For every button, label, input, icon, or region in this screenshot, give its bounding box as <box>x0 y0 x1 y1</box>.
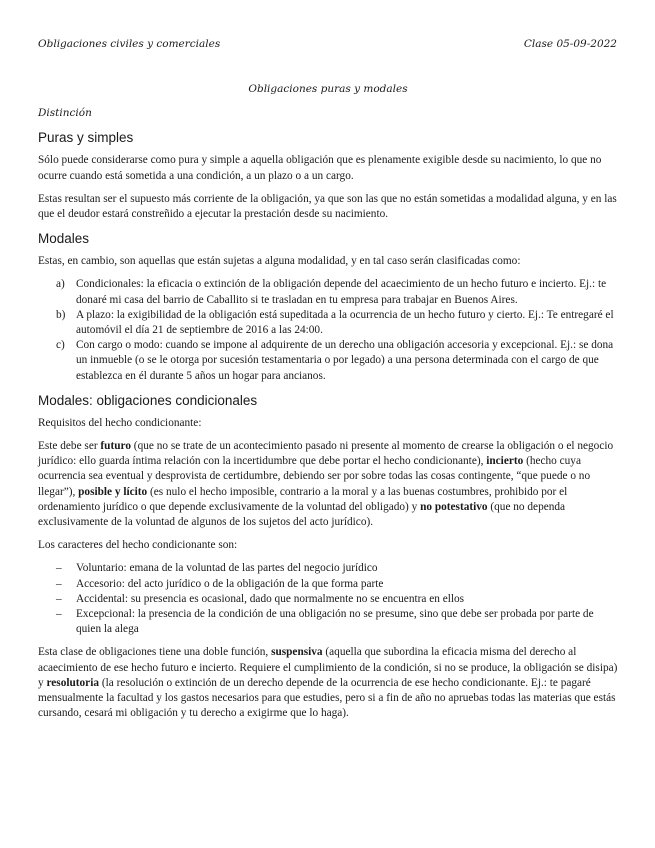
list-item <box>38 308 618 338</box>
paragraph-requisitos-detail <box>38 439 618 530</box>
list-item <box>38 561 618 576</box>
document-title: Obligaciones puras y modales <box>248 83 408 95</box>
header-date: Clase 05-09-2022 <box>523 38 617 50</box>
text-run: (aquella que subordina la eficacia misma del derecho al acaecimiento de ese hecho futuro e incierto. Requiere el cumplimiento de la condición, si no se produce, la obligación se disipa) y <box>38 646 618 689</box>
list-marker: – <box>56 577 62 590</box>
list-item <box>38 338 618 384</box>
text-run: (la resolución o extinción de un derecho depende de la ocurrencia de ese hecho condicionante. Ej.: te pagaré mensualmente la facultad y los gastos necesarios para que estudies, pero si a fin de año no apruebas todas las materias que estás cursando, cesará mi obligación y tu derecho a exigirme que lo haga). <box>38 676 616 720</box>
list-marker: – <box>56 592 62 605</box>
document-body <box>38 82 618 730</box>
heading-modales: Modales <box>38 231 90 247</box>
list-item-text: Excepcional: la presencia de la condición de una obligación no se presume, sino que debe ser probada por parte de quien la alega <box>76 608 594 636</box>
list-item-text: A plazo: la exigibilidad de la obligación está supeditada a la ocurrencia de un hecho futuro y cierto. Ej.: Te entregaré el automóvil el día 21 de septiembre de 2016 a las 24:00. <box>76 308 614 337</box>
list-item <box>38 277 618 307</box>
list-marker: – <box>56 562 62 575</box>
list-marker: – <box>56 608 62 621</box>
list-item-text: Voluntario: emana de la voluntad de las partes del negocio jurídico <box>76 562 378 575</box>
bold-term-posible-licito: posible y lícito <box>78 485 148 498</box>
text-run: (es nulo el hecho imposible, contrario a la moral y a las buenas costumbres, prohibido por el ordenamiento jurídico o que depende exclusivamente de la voluntad del obligado) y <box>38 485 568 513</box>
bold-term-resolutoria: resolutoria <box>46 676 99 689</box>
text-run: Esta clase de obligaciones tiene una doble función, <box>38 646 272 659</box>
bold-term-incierto: incierto <box>486 455 524 468</box>
list-item-text: Con cargo o modo: cuando se impone al adquirente de un derecho una obligación accesoria y excepcional. Ej.: se dona un inmueble (o se le otorga por sucesión testamentaria o por legado) a una persona determinada con el cargo de que establezca en él durante 5 años un hogar para ancianos. <box>76 339 614 382</box>
paragraph-requisitos: Requisitos del hecho condicionante: <box>38 416 202 429</box>
bold-term-futuro: futuro <box>100 440 131 453</box>
paragraph-puras-1: Sólo puede considerarse como pura y simple a aquella obligación que es plenamente exigible desde su nacimiento, lo que no ocurre cuando está sometida a una condición, a un plazo o a un cargo. <box>38 154 602 182</box>
bold-term-no-potestativo: no potestativo <box>420 500 488 513</box>
header-course: Obligaciones civiles y comerciales <box>38 38 221 50</box>
list-marker: b) <box>56 308 66 321</box>
list-item-text: Accidental: su presencia es ocasional, dado que normalmente no se encuentra en ellos <box>76 592 465 605</box>
list-marker: a) <box>56 278 65 291</box>
text-run: (que no se trate de un acontecimiento pasado ni presente al momento de crearse la obligación o el negocio jurídico: ello guarda íntima relación con la incertidumbre que debe portar el hecho condicionante), <box>38 440 614 468</box>
list-marker: c) <box>56 339 65 352</box>
subsection-distincion: Distinción <box>38 107 92 120</box>
list-item <box>38 592 618 607</box>
list-item-text: Condicionales: la eficacia o extinción de la obligación depende del acaecimiento de un hecho futuro e incierto. Ej.: te donaré mi casa del barrio de Caballito si te trasladan en tu empresa para trabajar en Buenos Aires. <box>76 278 607 306</box>
list-item <box>38 607 618 637</box>
paragraph-funcion <box>38 645 618 721</box>
paragraph-modales-intro: Estas, en cambio, son aquellas que están sujetas a alguna modalidad, y en tal caso serán clasificadas como: <box>38 255 521 268</box>
text-run: (hecho cuya ocurrencia sea eventual y desprovista de certidumbre, debiendo ser por sobre todas las cosas contingente, “que puede o no llegar”), <box>38 455 591 498</box>
modales-list <box>38 277 618 383</box>
text-run: Este debe ser <box>38 440 101 453</box>
heading-condicionales: Modales: obligaciones condicionales <box>38 392 258 408</box>
bold-term-suspensiva: suspensiva <box>271 646 323 659</box>
list-item-text: Accesorio: del acto jurídico o de la obligación de la que forma parte <box>76 577 384 590</box>
paragraph-caracteres: Los caracteres del hecho condicionante son: <box>38 539 238 552</box>
text-run: (que no dependa exclusivamente de la voluntad de algunos de los sujetos del acto jurídico). <box>38 500 566 529</box>
caracteres-list <box>38 561 618 637</box>
paragraph-puras-2: Estas resultan ser el supuesto más corriente de la obligación, ya que son las que no están sometidas a modalidad alguna, y en las que el deudor estará constreñido a ejecutar la prestación desde su nacimiento. <box>38 192 617 221</box>
list-item <box>38 577 618 592</box>
heading-puras-simples: Puras y simples <box>38 130 134 146</box>
